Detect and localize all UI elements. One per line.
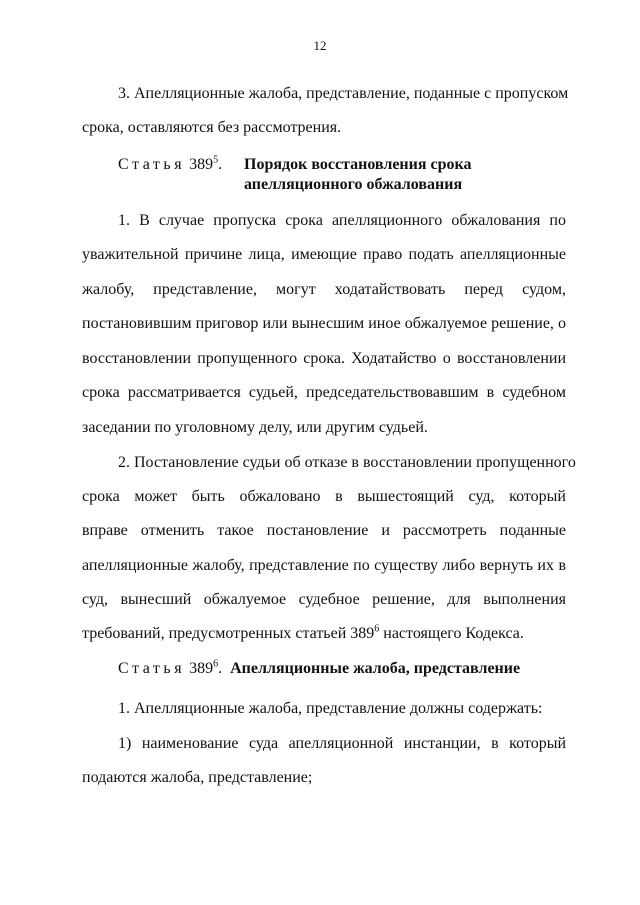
paragraph-line: суд, вынесший обжалуемое судебное решение, для выполнения	[82, 591, 566, 608]
article-superscript: 6	[213, 658, 219, 670]
paragraph-line: 3. Апелляционные жалоба, представление, поданные с пропуском	[118, 85, 569, 102]
article-number: 389	[189, 156, 214, 173]
page-number: 12	[313, 38, 327, 53]
text-span: настоящего Кодекса.	[379, 625, 524, 642]
article-number: 389	[189, 660, 214, 677]
article-389-6-heading	[118, 660, 520, 678]
paragraph-line: срока рассматривается судьей, председательствовавшим в судебном	[82, 384, 566, 401]
paragraph-line: жалобу, представление, могут ходатайствовать перед судом,	[82, 281, 566, 298]
paragraph-line: заседании по уголовному делу, или другим судьей.	[82, 419, 428, 436]
paragraph-line: подаются жалоба, представление;	[82, 769, 313, 786]
article-389-6-title: Апелляционные жалоба, представление	[230, 660, 521, 677]
paragraph-line	[82, 625, 524, 643]
article-dot: .	[218, 156, 223, 173]
paragraph-line: восстановлении пропущенного срока. Ходатайство о восстановлении	[82, 350, 566, 367]
paragraph-line: 1. В случае пропуска срока апелляционного обжалования по	[118, 212, 566, 229]
text-span: требований, предусмотренных статьей 389	[82, 625, 375, 642]
article-389-5-heading	[118, 156, 222, 174]
paragraph-line: срока может быть обжаловано в вышестоящий суд, который	[82, 488, 566, 505]
paragraph-line: 1. Апелляционные жалоба, представление должны содержать:	[118, 700, 543, 717]
article-label: Статья	[118, 156, 186, 173]
paragraph-line: 1) наименование суда апелляционной инстанции, в который	[118, 735, 566, 752]
article-389-5-title-line2: апелляционного обжалования	[244, 176, 463, 193]
paragraph-line: срока, оставляются без рассмотрения.	[82, 119, 342, 136]
article-389-5-title-line1: Порядок восстановления срока	[244, 156, 472, 173]
paragraph-line: вправе отменить такое постановление и рассмотреть поданные	[82, 522, 566, 539]
article-superscript: 5	[213, 154, 219, 166]
article-label: Статья	[118, 660, 186, 677]
paragraph-line: постановившим приговор или вынесшим иное обжалуемое решение, о	[82, 315, 566, 332]
paragraph-line: 2. Постановление судьи об отказе в восстановлении пропущенного	[118, 454, 576, 471]
article-dot: .	[218, 660, 223, 677]
paragraph-line: апелляционные жалобу, представление по существу либо вернуть их в	[82, 557, 566, 574]
paragraph-line: уважительной причине лица, имеющие право подать апелляционные	[82, 246, 566, 263]
article-superscript: 6	[374, 623, 380, 635]
